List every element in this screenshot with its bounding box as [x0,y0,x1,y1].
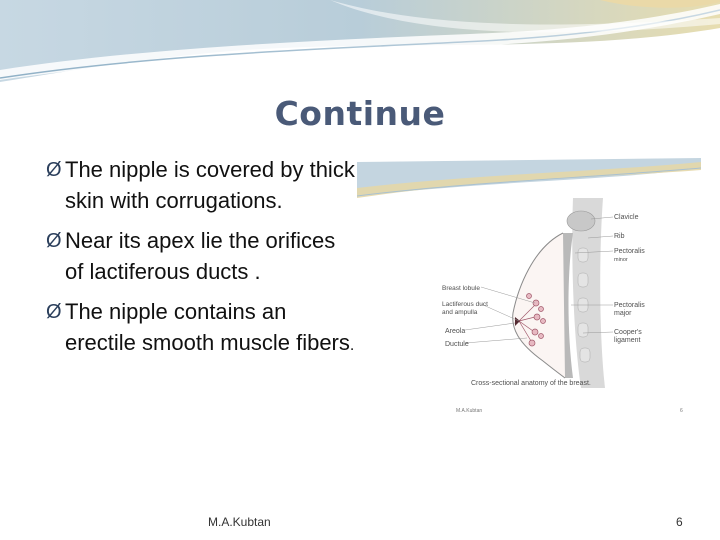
arrow-bullet-icon: Ø [46,230,62,252]
header-swoosh-decoration [0,0,720,90]
clavicle-shape [567,211,595,231]
arrow-bullet-icon: Ø [46,159,62,181]
bullet-text: The nipple contains an erectile smooth muscle fibers [65,299,350,355]
label-pectoralis-major-1: Pectoralis [614,302,645,309]
anatomy-figure-panel [423,193,651,398]
label-rib: Rib [614,233,625,240]
footer-author: M.A.Kubtan [208,515,271,529]
anatomy-figure-thumbnail [357,158,701,416]
label-clavicle: Clavicle [614,214,639,221]
page-number: 6 [676,515,683,529]
slide-title: Continue [274,94,446,133]
label-pectoralis-minor-1: Pectoralis [614,248,645,255]
label-pectoralis-minor-2: minor [614,257,628,263]
arrow-bullet-icon: Ø [46,301,62,323]
bullet-list [46,154,356,367]
breast-anatomy-diagram [423,193,651,398]
bullet-text: The nipple is covered by thick skin with corrugations. [65,157,355,213]
figure-caption: Cross-sectional anatomy of the breast. [471,380,591,387]
label-ductule: Ductule [445,341,469,348]
thumbnail-footer-author: M.A.Kubtan [456,408,483,414]
bullet-text: Near its apex lie the orifices of lactiferous ducts . [65,228,336,284]
label-lactiferous-duct-1: Lactiferous duct [442,301,488,308]
label-areola: Areola [445,328,466,335]
label-coopers-ligament-1: Cooper's [614,329,642,336]
label-breast-lobule: Breast lobule [442,285,480,292]
bullet-item [46,225,356,290]
thumbnail-page-number: 6 [680,408,683,414]
label-coopers-ligament-2: ligament [614,337,641,344]
bullet-item [46,154,356,219]
bullet-item [46,296,356,361]
bullet-tail: . [349,337,355,354]
label-lactiferous-duct-2: and ampulla [442,309,478,316]
label-pectoralis-major-2: major [614,310,632,317]
